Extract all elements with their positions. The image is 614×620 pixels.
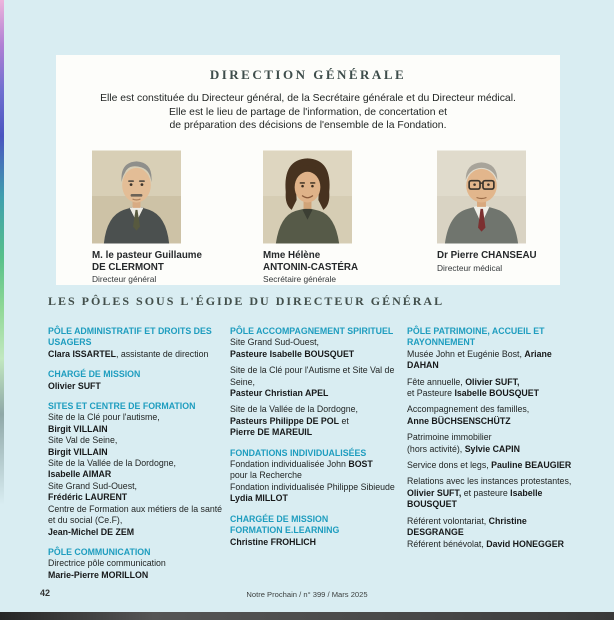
pole-line: Marie-Pierre MORILLON xyxy=(48,569,149,580)
pole-line: Clara ISSARTEL, assistante de direction xyxy=(48,348,209,359)
pole-line: et du social (Ce.F), xyxy=(48,515,123,526)
pole-header: PÔLE ADMINISTRATIF ET DROITS DES USAGERS xyxy=(48,326,212,348)
pole-line: Isabelle AIMAR xyxy=(48,469,112,480)
pole-block xyxy=(230,326,406,439)
pole-block xyxy=(230,448,406,505)
pole-line: Pierre DE MAREUIL xyxy=(230,427,313,438)
pole-header: PÔLE PATRIMOINE, ACCUEIL ET RAYONNEMENT xyxy=(407,326,545,348)
portrait-photo xyxy=(263,150,403,244)
pole-line: Référent bénévolat, David HONEGGER xyxy=(407,538,564,549)
page-title: DIRECTION GÉNÉRALE xyxy=(209,67,407,82)
page-number: 42 xyxy=(40,588,51,598)
pole-column xyxy=(48,326,230,590)
poles-section-title: LES PÔLES SOUS L'ÉGIDE DU DIRECTEUR GÉNÉRAL xyxy=(48,294,445,308)
pole-line: Fondation individualisée Philippe Sibieude xyxy=(230,481,395,492)
pole-line: Birgit VILLAIN xyxy=(48,446,108,457)
pole-line: Olivier SUFT xyxy=(48,380,101,391)
portrait-photo xyxy=(92,150,232,244)
pole-block xyxy=(230,514,406,548)
pole-header: FORMATION E.LEARNING xyxy=(230,525,340,536)
pole-column xyxy=(407,326,577,559)
person-role: Directeur général xyxy=(92,274,157,284)
pole-line: Olivier SUFT, et pasteure Isabelle BOUSQUET xyxy=(407,487,543,510)
pole-line: Site de la Vallée de la Dordogne, xyxy=(230,404,358,415)
pole-line: Site de la Clé pour l'Autisme et Site Val de Seine, xyxy=(230,365,395,387)
pole-line: pour la Recherche xyxy=(230,470,302,481)
pole-line: Site de la Vallée de la Dordogne, xyxy=(48,458,176,469)
pole-block xyxy=(48,369,230,392)
portrait-photo xyxy=(437,150,577,244)
footer-journal-info: Notre Prochain / n° 399 / Mars 2025 xyxy=(246,590,368,599)
pole-line: Jean-Michel DE ZEM xyxy=(48,526,135,537)
pole-line: Fondation individualisée John BOST xyxy=(230,459,373,470)
person-role: Secrétaire générale xyxy=(263,274,337,284)
pole-column xyxy=(230,326,406,557)
pole-line: Patrimoine immobilier xyxy=(407,432,492,443)
pole-line: Référent volontariat, Christine DESGRANGE xyxy=(407,515,527,538)
pole-line: Fête annuelle, Olivier SUFT, xyxy=(407,376,520,387)
pole-line: Site Val de Seine, xyxy=(48,435,118,446)
pole-block xyxy=(48,547,230,581)
pole-block xyxy=(48,401,230,538)
person-name: M. le pasteur Guillaume xyxy=(92,250,202,261)
pole-line: Relations avec les instances protestantes, xyxy=(407,476,572,487)
pole-line: Service dons et legs, Pauline BEAUGIER xyxy=(407,460,572,471)
person-name: Dr Pierre CHANSEAU xyxy=(437,250,537,261)
pole-line: Lydia MILLOT xyxy=(230,493,288,504)
person-caption xyxy=(92,250,232,284)
pole-line: Accompagnement des familles, xyxy=(407,404,530,415)
person-caption xyxy=(437,250,577,273)
pole-header: SITES ET CENTRE DE FORMATION xyxy=(48,401,196,412)
person-name: Mme Hélène xyxy=(263,250,321,261)
intro-line: de préparation des décisions de l'ensemble de la Fondation. xyxy=(169,120,447,131)
pole-line: Site Grand Sud-Ouest, xyxy=(48,480,137,491)
pole-header: CHARGÉ DE MISSION xyxy=(48,369,141,380)
scan-color-strip xyxy=(0,0,4,505)
pole-header: PÔLE COMMUNICATION xyxy=(48,546,151,557)
pole-line: Pasteurs Philippe DE POL et xyxy=(230,415,349,426)
pole-block xyxy=(407,326,577,550)
pole-line: et Pasteure Isabelle BOUSQUET xyxy=(407,388,540,399)
direction-generale-panel xyxy=(56,55,560,285)
page-bottom-edge xyxy=(0,612,614,620)
person-name: DE CLERMONT xyxy=(92,261,164,273)
pole-line: Directrice pôle communication xyxy=(48,558,166,569)
person-role: Directeur médical xyxy=(437,262,503,273)
pole-header: CHARGÉE DE MISSION xyxy=(230,513,329,524)
pole-header: FONDATIONS INDIVIDUALISÉES xyxy=(230,447,367,458)
person-card xyxy=(263,150,403,284)
pole-line: Site de la Clé pour l'autisme, xyxy=(48,412,160,423)
pole-line: Anne BÜCHSENSCHÜTZ xyxy=(407,415,511,426)
intro-line: Elle est constituée du Directeur général, de la Secrétaire générale et du Directeur médical. xyxy=(100,93,516,104)
person-card xyxy=(437,150,577,273)
intro-text xyxy=(56,92,560,133)
pole-line: Musée John et Eugénie Bost, Ariane DAHAN xyxy=(407,348,552,371)
person-card xyxy=(92,150,232,284)
person-name: ANTONIN-CASTÉRA xyxy=(263,261,359,273)
pole-line: Birgit VILLAIN xyxy=(48,423,108,434)
person-caption xyxy=(263,250,403,284)
pole-line: Frédéric LAURENT xyxy=(48,492,128,503)
pole-header: PÔLE ACCOMPAGNEMENT SPIRITUEL xyxy=(230,326,394,336)
pole-line: Pasteure Isabelle BOUSQUET xyxy=(230,348,355,359)
pole-line: Christine FROHLICH xyxy=(230,536,317,547)
pole-line: Pasteur Christian APEL xyxy=(230,388,329,399)
pole-line: Site Grand Sud-Ouest, xyxy=(230,337,319,348)
page-footer xyxy=(0,588,614,602)
pole-block xyxy=(48,326,230,360)
intro-line: Elle est le lieu de partage de l'information, de concertation et xyxy=(168,106,448,118)
pole-line: (hors activité), Sylvie CAPIN xyxy=(407,443,520,454)
pole-line: Centre de Formation aux métiers de la santé xyxy=(48,503,223,514)
